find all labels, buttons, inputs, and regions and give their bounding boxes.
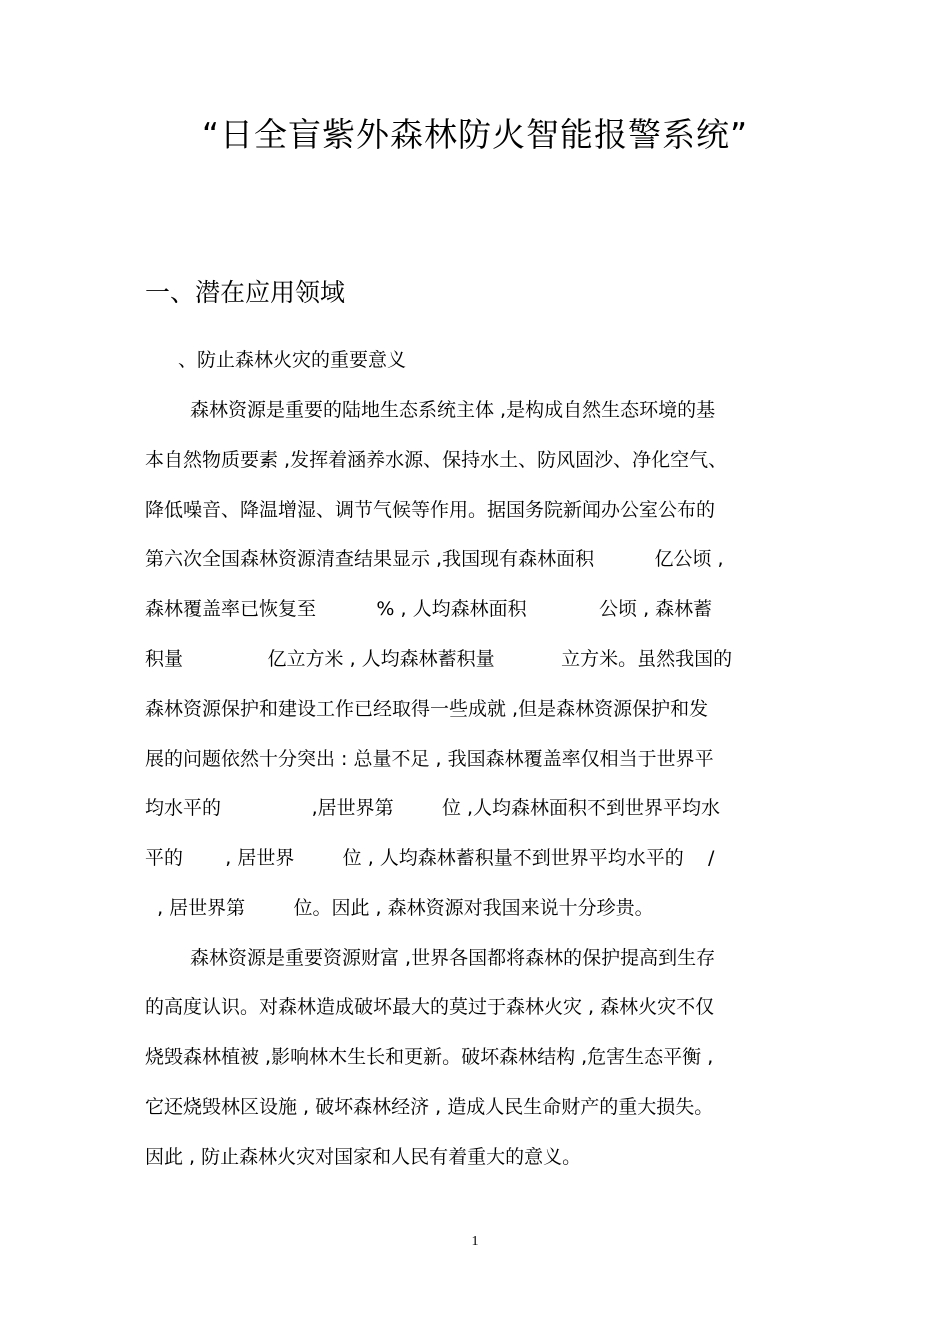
- paragraph-line: 因此 , 防止森林火灾对国家和人民有着重大的意义。: [145, 1146, 582, 1168]
- paragraph-line: 积量 亿立方米 , 人均森林蓄积量 立方米。虽然我国的: [145, 648, 733, 670]
- paragraph-line: 展的问题依然十分突出 : 总量不足 , 我国森林覆盖率仅相当于世界平: [145, 748, 714, 770]
- paragraph-line: 森林资源保护和建设工作已经取得一些成就 ,但是森林资源保护和发: [145, 698, 709, 720]
- paragraph-line: 降低噪音、降温增湿、调节气候等作用。据国务院新闻办公室公布的: [145, 499, 716, 521]
- paragraph-line: 的高度认识。对森林造成破坏最大的莫过于森林火灾 , 森林火灾不仅: [145, 996, 715, 1018]
- paragraph-line: 平的 , 居世界 位 , 人均森林蓄积量不到世界平均水平的 /: [145, 847, 715, 869]
- paragraph-line: 烧毁森林植被 ,影响林木生长和更新。破坏森林结构 ,危害生态平衡 ,: [145, 1046, 714, 1068]
- page-number: 1: [471, 1234, 479, 1249]
- document-title: “日全盲紫外森林防火智能报警系统”: [201, 115, 749, 154]
- paragraph-line: 森林资源是重要资源财富 ,世界各国都将森林的保护提高到生存: [190, 947, 716, 969]
- sub-heading: 、防止森林火灾的重要意义: [178, 349, 407, 371]
- paragraph-line: 森林资源是重要的陆地生态系统主体 ,是构成自然生态环境的基: [190, 399, 716, 421]
- paragraph-line: 第六次全国森林资源清查结果显示 ,我国现有森林面积 亿公顷 ,: [145, 548, 724, 570]
- paragraph-line: 本自然物质要素 ,发挥着涵养水源、保持水土、防风固沙、净化空气、: [145, 449, 728, 471]
- paragraph-line: 森林覆盖率已恢复至 % , 人均森林面积 公顷 , 森林蓄: [145, 598, 713, 620]
- paragraph-line: 它还烧毁林区设施 , 破坏森林经济 , 造成人民生命财产的重大损失。: [145, 1096, 714, 1118]
- paragraph-line: , 居世界第 位。因此 , 森林资源对我国来说十分珍贵。: [145, 897, 654, 919]
- section-heading: 一、潜在应用领域: [145, 278, 346, 307]
- paragraph-line: 均水平的 ,居世界第 位 ,人均森林面积不到世界平均水: [145, 797, 721, 819]
